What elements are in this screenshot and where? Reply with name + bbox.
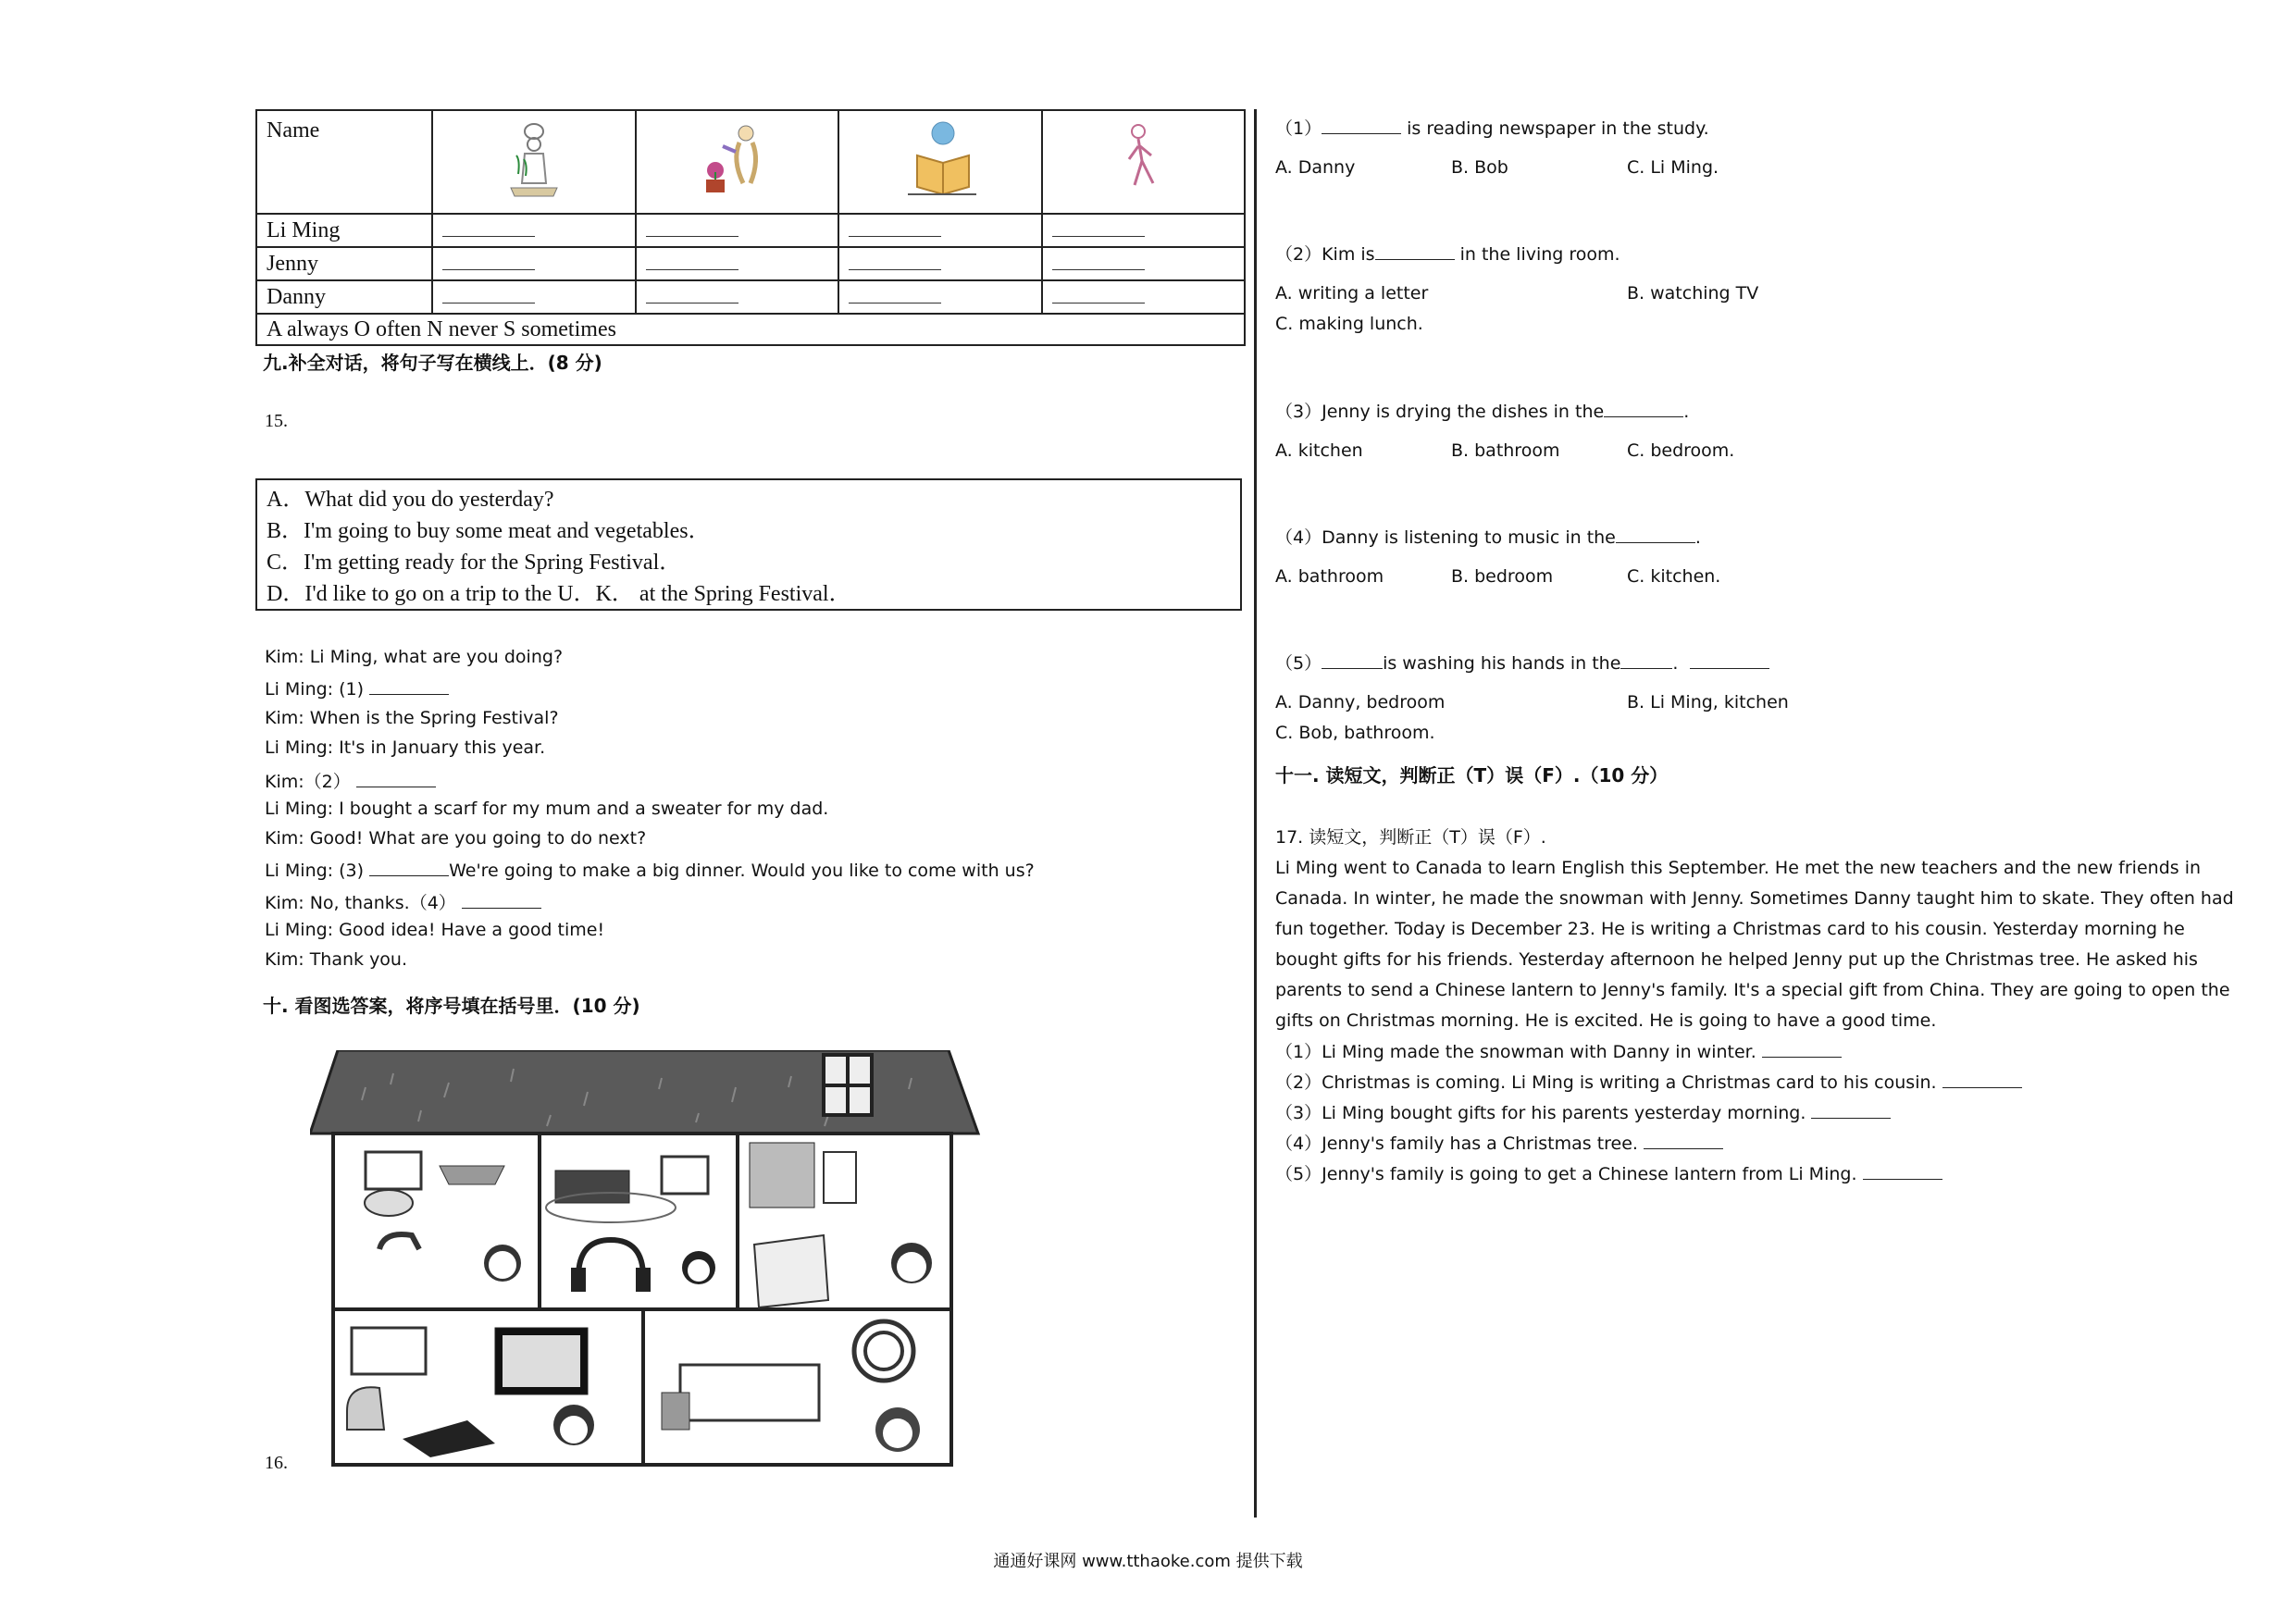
tf-statement-2: （2）Christmas is coming. Li Ming is writing a Christmas card to his cousin. — [1275, 1069, 2022, 1094]
tf-blank-2[interactable] — [1942, 1071, 2022, 1088]
tf-statement-1: （1）Li Ming made the snowman with Danny in winter. — [1275, 1038, 1842, 1063]
tf-statement-3: （3）Li Ming bought gifts for his parents yesterday morning. — [1275, 1099, 1891, 1124]
dialogue-line: Kim: Thank you. — [265, 949, 408, 970]
q10-5-option-a: A. Danny, bedroom — [1275, 692, 1446, 712]
walking-person-icon — [1101, 118, 1185, 202]
q10-5-blank-who[interactable] — [1322, 651, 1383, 669]
answer-blank[interactable] — [442, 217, 535, 237]
page-footer: 通通好课网 www.tthaoke.com 提供下载 — [993, 1552, 1303, 1571]
chef-cooking-icon — [492, 118, 576, 202]
q10-5-blank-where[interactable] — [1620, 651, 1672, 669]
q10-3-option-a: A. kitchen — [1275, 440, 1363, 461]
row-name: Jenny — [256, 247, 432, 280]
row-name: Li Ming — [256, 214, 432, 247]
question-17-heading: 17. 读短文，判断正（T）误（F）. — [1275, 827, 1546, 848]
dialogue-blank-1[interactable] — [369, 677, 449, 695]
q10-2-option-c: C. making lunch. — [1275, 314, 1423, 334]
dialogue-line: Li Ming: I bought a scarf for my mum and a sweater for my dad. — [265, 799, 829, 819]
dialogue-blank-4[interactable] — [462, 891, 541, 909]
q10-4-option-b: B. bedroom — [1451, 566, 1554, 587]
tf-statement-4: （4）Jenny's family has a Christmas tree. — [1275, 1130, 1723, 1155]
tf-blank-3[interactable] — [1811, 1101, 1891, 1119]
q10-3-option-b: B. bathroom — [1451, 440, 1560, 461]
tf-blank-5[interactable] — [1863, 1162, 1942, 1180]
q10-4-option-a: A. bathroom — [1275, 566, 1384, 587]
frequency-table — [255, 109, 1246, 346]
q10-2-blank[interactable] — [1375, 242, 1455, 260]
q10-5-option-c: C. Bob, bathroom. — [1275, 723, 1435, 743]
answer-blank[interactable] — [849, 251, 941, 270]
reading-newspaper-icon — [899, 118, 982, 202]
dialogue-line: Kim: Good! What are you going to do next? — [265, 828, 647, 849]
q10-5-answer-blank[interactable] — [1690, 651, 1769, 669]
q10-4-stem: （4）Danny is listening to music in the . — [1275, 527, 1701, 548]
q10-2-option-a: A. writing a letter — [1275, 283, 1429, 304]
section-9-title: 九.补全对话，将句子写在横线上．(8 分) — [263, 352, 602, 374]
section-11-title: 十一. 读短文，判断正（T）误（F）.（10 分） — [1275, 764, 1669, 787]
q10-3-stem: （3）Jenny is drying the dishes in the . — [1275, 402, 1690, 422]
row-name: Danny — [256, 280, 432, 314]
tf-blank-4[interactable] — [1644, 1132, 1723, 1149]
dialogue-blank-3[interactable] — [369, 859, 449, 876]
answer-blank[interactable] — [1052, 284, 1145, 304]
dialogue-line: Li Ming: (1) — [265, 677, 449, 700]
dialogue-line: Kim: No, thanks.（4） — [265, 889, 541, 914]
q10-3-option-c: C. bedroom. — [1627, 440, 1735, 461]
dialogue-line: Kim:（2） — [265, 768, 436, 793]
q10-1-blank[interactable] — [1322, 117, 1401, 134]
name-header: Name — [256, 110, 432, 214]
walking-picture — [1042, 110, 1246, 214]
answer-blank[interactable] — [646, 284, 738, 304]
column-divider — [1254, 109, 1257, 1518]
dialogue-line: Li Ming: Good idea! Have a good time! — [265, 920, 605, 940]
answer-blank[interactable] — [442, 251, 535, 270]
dialogue-line: Li Ming: (3) We're going to make a big dinner. Would you like to come with us? — [265, 861, 1035, 881]
q10-4-option-c: C. kitchen. — [1627, 566, 1721, 587]
q10-4-blank[interactable] — [1616, 526, 1695, 543]
q10-5-option-b: B. Li Ming, kitchen — [1627, 692, 1789, 712]
q10-5-stem: （5） is washing his hands in the . — [1275, 650, 1769, 675]
dialogue-line: Li Ming: It's in January this year. — [265, 737, 546, 758]
watering-picture — [636, 110, 839, 214]
reading-picture — [838, 110, 1042, 214]
reading-passage — [1275, 853, 2247, 1036]
frequency-key: A always O often N never S sometimes — [256, 314, 1245, 345]
option-a: A．What did you do yesterday? — [267, 488, 554, 512]
watering-plant-icon — [695, 118, 778, 202]
q10-1-option-a: A. Danny — [1275, 157, 1356, 178]
option-c: C．I'm getting ready for the Spring Festival． — [267, 551, 682, 575]
dialogue-line: Kim: Li Ming, what are you doing? — [265, 647, 564, 667]
answer-blank[interactable] — [849, 284, 941, 304]
answer-blank[interactable] — [646, 251, 738, 270]
dialogue-blank-2[interactable] — [356, 770, 436, 787]
answer-blank[interactable] — [646, 217, 738, 237]
q10-2-stem: （2）Kim is in the living room. — [1275, 244, 1620, 265]
option-d: D．I'd like to go on a trip to the U．K． at the Spring Festival． — [267, 582, 851, 606]
house-picture — [310, 1050, 981, 1467]
question-16-number: 16. — [265, 1453, 288, 1473]
answer-blank[interactable] — [442, 284, 535, 304]
dialogue-line: Kim: When is the Spring Festival? — [265, 708, 559, 728]
q10-1-stem: （1） is reading newspaper in the study. — [1275, 118, 1709, 139]
question-15-number: 15. — [265, 411, 288, 431]
tf-blank-1[interactable] — [1762, 1040, 1842, 1058]
answer-blank[interactable] — [1052, 217, 1145, 237]
tf-statement-5: （5）Jenny's family is going to get a Chinese lantern from Li Ming. — [1275, 1160, 1942, 1185]
q10-2-option-b: B. watching TV — [1627, 283, 1759, 304]
passage-text: Li Ming went to Canada to learn English this September. He met the new teachers and the new friends in Canada. In winter, he made the snowman with Jenny. Sometimes Danny taught him to skate. They often had fun together. Today is December 23. He is writing a Christmas card to his cousin. Yesterday morning he bought gifts for his friends. Yesterday afternoon he helped Jenny put up the Christmas tree. He asked his parents to send a Chinese lantern to Jenny's family. It's a special gift from China. They are going to open the gifts on Christmas morning. He is excited. He is going to have a good time. — [1275, 858, 2234, 1031]
answer-blank[interactable] — [849, 217, 941, 237]
option-b: B．I'm going to buy some meat and vegetables． — [267, 519, 711, 543]
q10-1-option-c: C. Li Ming. — [1627, 157, 1719, 178]
section-10-title: 十. 看图选答案，将序号填在括号里．(10 分) — [263, 995, 640, 1017]
cooking-picture — [432, 110, 636, 214]
sentence-options-box — [255, 478, 1242, 611]
q10-3-blank[interactable] — [1604, 400, 1683, 417]
q10-1-option-b: B. Bob — [1451, 157, 1508, 178]
answer-blank[interactable] — [1052, 251, 1145, 270]
